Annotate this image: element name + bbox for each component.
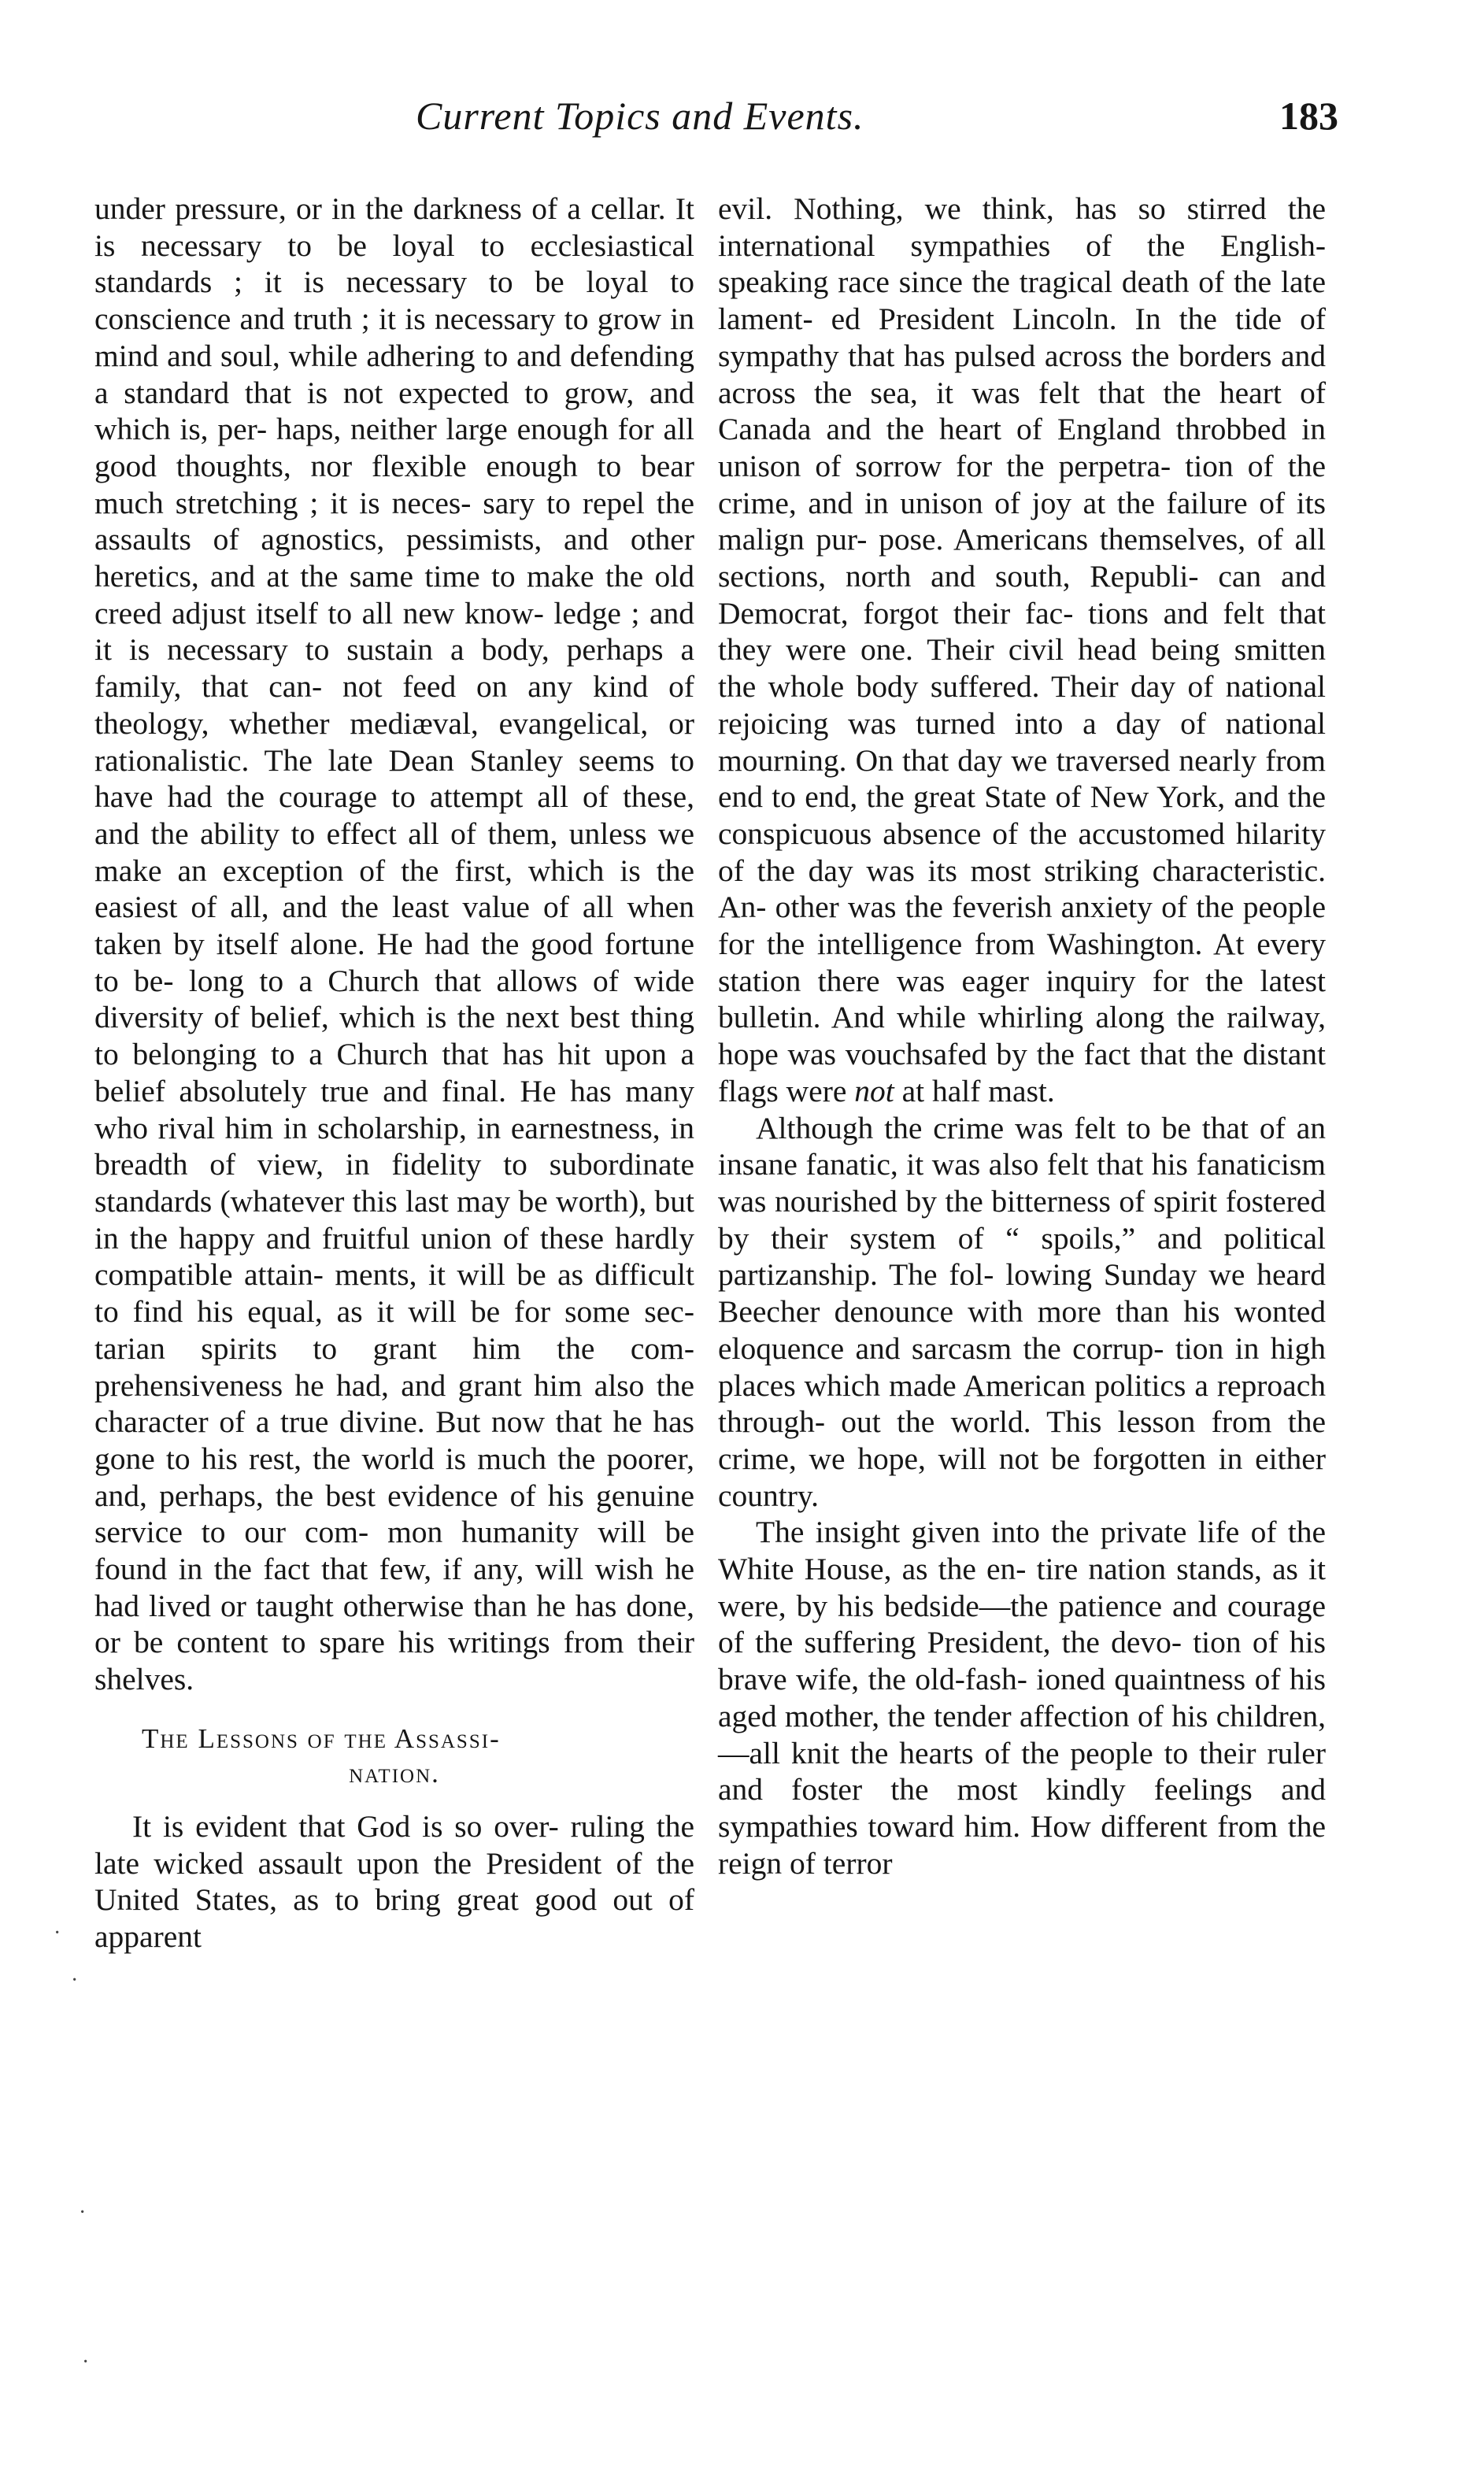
paragraph-white-house: The insight given into the private life of the White House, as the en- tire nation stands, as it were, by his bedside—the patience and courage of the suffering President, the devo- tion of his brave wife, the old-fash- ioned quaintness of his aged mother, the tender affection of his children, —all knit the hearts of the people to their ruler and foster the most kindly feelings and sympathies toward him. How different from the reign of terror xyxy=(718,1515,1326,1881)
section-heading xyxy=(94,1722,694,1791)
left-column xyxy=(94,191,694,1955)
margin-mark: · xyxy=(54,1921,61,1945)
paragraph-international-sympathy xyxy=(718,191,1326,1110)
paragraph-assassination-intro: It is evident that God is so over- ruling the late wicked assault upon the President of the United States, as to bring great good out of apparent xyxy=(94,1808,694,1954)
page-number: 183 xyxy=(1279,94,1338,138)
italic-word: not xyxy=(854,1073,894,1108)
margin-mark: · xyxy=(71,1968,79,1992)
running-header: Current Topics and Events. xyxy=(416,94,864,138)
paragraph-text-end: at half mast. xyxy=(894,1073,1055,1108)
right-column xyxy=(718,191,1326,1881)
margin-mark: · xyxy=(82,2350,90,2374)
section-heading-line-1: The Lessons of the Assassi- xyxy=(142,1722,501,1754)
section-heading-line-2: nation. xyxy=(349,1757,440,1789)
margin-mark: · xyxy=(79,2200,87,2225)
paragraph-dean-stanley: under pressure, or in the darkness of a cellar. It is necessary to be loyal to ecclesiastical standards ; it is necessary to be loyal to conscience and truth ; it is necessary to grow in mind and soul, while adhering to and defending a standard that is not expected to grow, and which is, per- haps, neither large enough for all good thoughts, nor flexible enough to bear much stretching ; it is neces- sary to repel the assaults of agnostics, pessimists, and other heretics, and at the same time to make the old creed adjust itself to all new know- ledge ; and it is necessary to sustain a body, perhaps a family, that can- not feed on any kind of theology, whether mediæval, evangelical, or rationalistic. The late Dean Stanley seems to have had the courage to attempt all of these, and the ability to effect all of them, unless we make an exception of the first, which is the easiest of all, and the least value of all when taken by itself alone. He had the good fortune to be- long to a Church that allows of wide diversity of belief, which is the next best thing to belonging to a Church that has hit upon a belief absolutely true and final. He has many who rival him in scholarship, in earnestness, in breadth of view, in fidelity to subordinate standards (whatever this last may be worth), but in the happy and fruitful union of these hardly compatible attain- ments, it will be as difficult to find his equal, as it will be for some sec- tarian spirits to grant him the com- prehensiveness he had, and grant him also the character of a true divine. But now that he has gone to his rest, the world is much the poorer, and, perhaps, the best evidence of his genuine service to our com- mon humanity will be found in the fact that few, if any, will wish he had lived or taught otherwise than he has done, or be content to spare his writings from their shelves. xyxy=(94,191,694,1697)
paragraph-crime-lesson: Although the crime was felt to be that of an insane fanatic, it was also felt that his fanaticism was nourished by the bitterness of spirit fostered by their system of “ spoils,” and political partizanship. The fol- lowing Sunday we heard Beecher denounce with more than his wonted eloquence and sarcasm the corrup- tion in high places which made American politics a reproach through- out the world. This lesson from the crime, we hope, will not be forgotten in either country. xyxy=(718,1110,1326,1513)
paragraph-text: evil. Nothing, we think, has so stirred the international sympathies of the English-speaking race since the tragical death of the late lament- ed President Lincoln. In the tide of sympathy that has pulsed across the borders and across the sea, it was felt that the heart of Canada and the heart of England throbbed in unison of sorrow for the perpetra- tion of the crime, and in unison of joy at the failure of its malign pur- pose. Americans themselves, of all sections, north and south, Republi- can and Democrat, forgot their fac- tions and felt that they were one. Their civil head being smitten the whole body suffered. Their day of national rejoicing was turned into a day of national mourning. On that day we traversed nearly from end to end, the great State of New York, and the conspicuous absence of the accustomed hilarity of the day was its most striking characteristic. An- other was the feverish anxiety of the people for the intelligence from Washington. At every station there was eager inquiry for the latest bulletin. And while whirling along the railway, hope was vouchsafed by the fact that the distant flags were xyxy=(718,191,1326,1108)
